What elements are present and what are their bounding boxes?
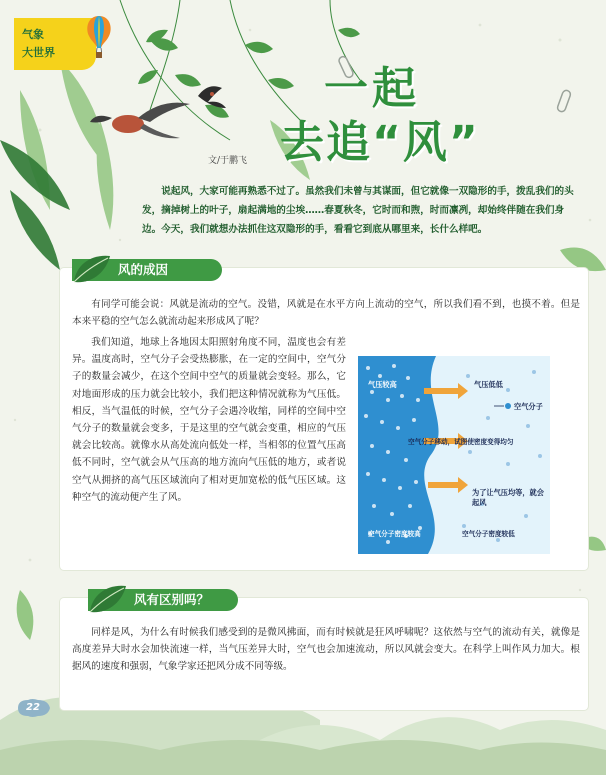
column-tag-line2: 大世界 (22, 46, 55, 59)
label-low-pressure: 气压低低 (474, 380, 503, 389)
author-byline: 文/于鹏飞 (208, 156, 248, 166)
title-line-1: 一起 (324, 63, 420, 114)
hot-air-balloon-icon (84, 14, 114, 62)
page-number: 22 (26, 702, 40, 713)
label-high-pressure: 气压较高 (368, 380, 397, 389)
intro-paragraph: 说起风，大家可能再熟悉不过了。虽然我们未曾与其谋面，但它就像一双隐形的手，拨乱我们的头发，摘掉树上的叶子，扇起满地的尘埃……春夏秋冬，它时而和煦，时而凛冽，却始终伴随在我们身边。今天，我们就想办法抓住这双隐形的手，看看它到底从哪里来，长什么样吧。 (142, 186, 574, 235)
article-title (280, 52, 590, 168)
leaf-icon (86, 582, 130, 616)
label-wind-forms: 为了让气压均等，就会起风 (472, 488, 544, 507)
air-pressure-diagram (358, 356, 550, 554)
label-air-molecule: 空气分子 (514, 402, 543, 411)
leaf-icon (70, 252, 114, 286)
label-high-density: 空气分子密度较高 (368, 530, 421, 538)
section-heading-difference-label: 风有区别吗？ (134, 592, 210, 607)
formation-paragraph-2: 我们知道，地球上各地因太阳照射角度不同，温度也会有差异。温度高时，空气分子会受热膨胀，在一定的空间中，空气分子的数量会减少，在这个空间中空气的质量就会变轻。那么，它对地面形成的压力就会比较小，我们把这种情况就称为气压低。相反，当气温低的时候，空气分子会遇冷收缩，同样的空间中空气分子的数量就会变多，于是这里的空气就会变重，相应的气压就会比较高。就像水从高处流向低处一样，当相邻的位置气压高低不同时，空气就会从气压高的地方流向气压低的地方，或者说空气从拥挤的高气压区域流向了相对更加宽松的低气压区域。这种空气的流动便产生了风。 (72, 337, 346, 503)
section-heading-formation-label: 风的成因 (118, 262, 169, 277)
label-low-density: 空气分子密度较低 (462, 530, 515, 538)
difference-paragraph-1: 同样是风，为什么有时候我们感受到的是微风拂面，而有时候就是狂风呼啸呢？这依然与空气的流动有关，就像是高度差异大时水会加快流速一样，当气压差异大时，空气也会加速流动，所以风就会变大。在科学上叫作风力加大。根据风的速度和强弱，气象学家还把风分成不同等级。 (72, 627, 580, 673)
column-tag-line1: 气象 (22, 28, 44, 41)
label-molecules-moving: 空气分子移动，试图使密度变得均匀 (408, 438, 514, 446)
formation-paragraph-1: 有同学可能会说：风就是流动的空气。没错，风就是在水平方向上流动的空气，所以我们看不到，也摸不着。但是本来平稳的空气怎么就流动起来形成风了呢？ (72, 299, 580, 328)
title-line-2: 去追“风” (280, 117, 480, 168)
